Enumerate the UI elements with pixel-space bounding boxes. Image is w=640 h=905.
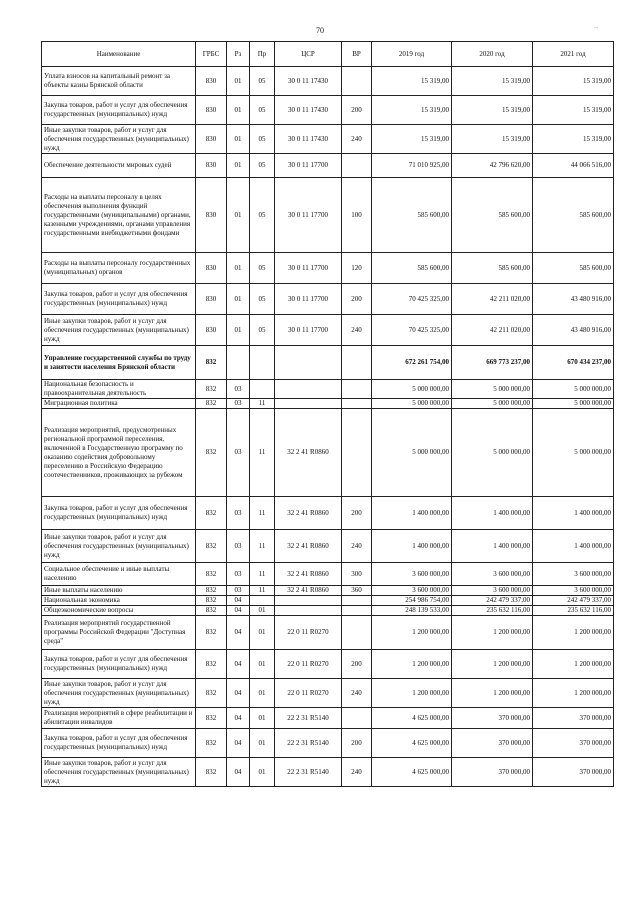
row-2019: 3 600 000,00: [372, 563, 452, 586]
row-csr: [275, 596, 342, 606]
row-vr: [342, 606, 372, 616]
row-csr: 30 0 11 17430: [275, 125, 342, 154]
row-2021: 585 600,00: [533, 178, 614, 253]
row-vr: 200: [342, 284, 372, 315]
row-grbs: 832: [196, 563, 227, 586]
row-2021: 15 319,00: [533, 125, 614, 154]
row-pr: 01: [250, 650, 275, 679]
row-rz: 03: [227, 530, 250, 563]
header-grbs: ГРБС: [196, 42, 227, 67]
row-2020: 235 632 116,00: [452, 606, 533, 616]
row-rz: 03: [227, 409, 250, 497]
row-2021: 1 200 000,00: [533, 650, 614, 679]
row-2019: 672 261 754,00: [372, 346, 452, 380]
row-2021: 1 400 000,00: [533, 497, 614, 530]
row-2019: 15 319,00: [372, 96, 452, 125]
row-vr: 200: [342, 497, 372, 530]
row-vr: 240: [342, 530, 372, 563]
row-csr: 22 0 11 R0270: [275, 679, 342, 708]
header-rz: Рз: [227, 42, 250, 67]
row-2020: 669 773 237,00: [452, 346, 533, 380]
table-row: [42, 125, 614, 154]
table-row: [42, 96, 614, 125]
row-2021: 44 066 516,00: [533, 154, 614, 178]
row-name: Уплата взносов на капитальный ремонт за объекты казны Брянской области: [42, 67, 196, 96]
row-grbs: 830: [196, 96, 227, 125]
header-2021: 2021 год: [533, 42, 614, 67]
header-name: Наименование: [42, 42, 196, 67]
table-row: [42, 650, 614, 679]
row-pr: 01: [250, 679, 275, 708]
budget-table: [41, 41, 614, 787]
row-vr: [342, 154, 372, 178]
table-row: [42, 409, 614, 497]
row-2019: 4 625 000,00: [372, 758, 452, 787]
corner-mark: ...: [594, 24, 599, 30]
row-csr: 22 2 31 R5140: [275, 729, 342, 758]
row-2020: 15 319,00: [452, 96, 533, 125]
table-row: [42, 729, 614, 758]
row-name: Закупка товаров, работ и услуг для обеспечения государственных (муниципальных) нужд: [42, 497, 196, 530]
row-csr: [275, 399, 342, 409]
row-pr: 01: [250, 616, 275, 650]
row-2020: 1 400 000,00: [452, 530, 533, 563]
row-grbs: 832: [196, 586, 227, 596]
row-2019: 71 010 925,00: [372, 154, 452, 178]
row-name: Закупка товаров, работ и услуг для обеспечения государственных (муниципальных) нужд: [42, 284, 196, 315]
table-row: [42, 178, 614, 253]
table-row: [42, 67, 614, 96]
row-grbs: 832: [196, 729, 227, 758]
row-grbs: 832: [196, 596, 227, 606]
row-rz: 04: [227, 616, 250, 650]
row-pr: 01: [250, 606, 275, 616]
row-2019: 70 425 325,00: [372, 284, 452, 315]
row-2020: 5 000 000,00: [452, 399, 533, 409]
row-2020: 370 000,00: [452, 729, 533, 758]
row-vr: 300: [342, 563, 372, 586]
row-2020: 585 600,00: [452, 178, 533, 253]
row-2020: 42 796 620,00: [452, 154, 533, 178]
row-name: Реализация мероприятий государственной программы Российской Федерации "Доступная среда": [42, 616, 196, 650]
row-csr: 30 0 11 17700: [275, 154, 342, 178]
row-rz: 01: [227, 67, 250, 96]
row-2021: 370 000,00: [533, 758, 614, 787]
row-pr: 05: [250, 253, 275, 284]
row-rz: 04: [227, 708, 250, 729]
row-grbs: 830: [196, 284, 227, 315]
row-grbs: 830: [196, 67, 227, 96]
row-pr: 01: [250, 708, 275, 729]
row-name: Иные закупки товаров, работ и услуг для обеспечения государственных (муниципальных) нужд: [42, 125, 196, 154]
row-rz: 03: [227, 497, 250, 530]
row-2019: 5 000 000,00: [372, 409, 452, 497]
table-row: [42, 497, 614, 530]
row-vr: [342, 67, 372, 96]
row-2021: 1 400 000,00: [533, 530, 614, 563]
row-rz: 01: [227, 96, 250, 125]
row-name: Реализация мероприятий, предусмотренных региональной программой переселения, включенной в Государственную программу по оказанию содействия добровольному переселению в Российскую Федерацию соотечественников, проживающих за рубежом: [42, 409, 196, 497]
row-rz: 04: [227, 679, 250, 708]
row-rz: 03: [227, 380, 250, 399]
table-row: [42, 284, 614, 315]
row-2020: 370 000,00: [452, 708, 533, 729]
row-2020: 1 200 000,00: [452, 650, 533, 679]
table-row: [42, 399, 614, 409]
row-name: Национальная экономика: [42, 596, 196, 606]
table-row: [42, 380, 614, 399]
row-name: Обеспечение деятельности мировых судей: [42, 154, 196, 178]
row-2021: 235 632 116,00: [533, 606, 614, 616]
table-row: [42, 530, 614, 563]
table-row: [42, 154, 614, 178]
row-pr: [250, 596, 275, 606]
row-2019: 1 200 000,00: [372, 650, 452, 679]
row-2020: 42 211 020,00: [452, 315, 533, 346]
row-csr: 22 0 11 R0270: [275, 650, 342, 679]
row-pr: 11: [250, 530, 275, 563]
row-vr: 100: [342, 178, 372, 253]
row-2021: 370 000,00: [533, 729, 614, 758]
row-csr: 30 0 11 17700: [275, 315, 342, 346]
header-2020: 2020 год: [452, 42, 533, 67]
row-csr: [275, 606, 342, 616]
row-pr: 05: [250, 315, 275, 346]
row-grbs: 830: [196, 253, 227, 284]
row-rz: 04: [227, 729, 250, 758]
row-2021: 242 479 337,00: [533, 596, 614, 606]
row-grbs: 830: [196, 315, 227, 346]
row-grbs: 832: [196, 409, 227, 497]
row-2019: 1 400 000,00: [372, 530, 452, 563]
page-number: 70: [316, 26, 324, 35]
row-name: Управление государственной службы по труду и занятости населения Брянской области: [42, 346, 196, 380]
row-2021: 3 600 000,00: [533, 586, 614, 596]
row-vr: 360: [342, 586, 372, 596]
row-2019: 248 139 533,00: [372, 606, 452, 616]
row-csr: 30 0 11 17700: [275, 284, 342, 315]
row-csr: 32 2 41 R0860: [275, 563, 342, 586]
row-vr: [342, 616, 372, 650]
row-pr: 05: [250, 154, 275, 178]
header-vr: ВР: [342, 42, 372, 67]
row-grbs: 832: [196, 650, 227, 679]
row-name: Социальное обеспечение и иные выплаты населению: [42, 563, 196, 586]
row-2020: 15 319,00: [452, 67, 533, 96]
row-vr: [342, 380, 372, 399]
row-name: Закупка товаров, работ и услуг для обеспечения государственных (муниципальных) нужд: [42, 729, 196, 758]
row-pr: 01: [250, 758, 275, 787]
row-pr: 05: [250, 67, 275, 96]
row-name: Иные закупки товаров, работ и услуг для обеспечения государственных (муниципальных) нужд: [42, 758, 196, 787]
row-name: Общеэкономические вопросы: [42, 606, 196, 616]
row-2021: 1 200 000,00: [533, 679, 614, 708]
row-csr: 22 2 31 R5140: [275, 708, 342, 729]
row-2019: 4 625 000,00: [372, 729, 452, 758]
row-2020: 585 600,00: [452, 253, 533, 284]
row-csr: [275, 380, 342, 399]
row-pr: 11: [250, 409, 275, 497]
row-rz: [227, 346, 250, 380]
row-vr: [342, 708, 372, 729]
row-grbs: 832: [196, 399, 227, 409]
row-pr: 11: [250, 563, 275, 586]
row-name: Закупка товаров, работ и услуг для обеспечения государственных (муниципальных) нужд: [42, 96, 196, 125]
row-pr: 05: [250, 125, 275, 154]
row-grbs: 830: [196, 178, 227, 253]
row-name: Иные закупки товаров, работ и услуг для обеспечения государственных (муниципальных) нужд: [42, 315, 196, 346]
row-pr: [250, 346, 275, 380]
row-rz: 03: [227, 563, 250, 586]
row-rz: 04: [227, 758, 250, 787]
row-pr: 01: [250, 729, 275, 758]
row-grbs: 832: [196, 346, 227, 380]
row-vr: 240: [342, 315, 372, 346]
row-2019: 15 319,00: [372, 125, 452, 154]
row-csr: 22 0 11 R0270: [275, 616, 342, 650]
row-2019: 1 200 000,00: [372, 616, 452, 650]
row-rz: 01: [227, 284, 250, 315]
row-pr: 11: [250, 497, 275, 530]
table-body: [42, 67, 614, 787]
row-rz: 01: [227, 253, 250, 284]
row-2019: 3 600 000,00: [372, 586, 452, 596]
row-csr: 32 2 41 R0860: [275, 530, 342, 563]
row-vr: [342, 346, 372, 380]
table-row: [42, 586, 614, 596]
row-2019: 585 600,00: [372, 253, 452, 284]
row-grbs: 832: [196, 708, 227, 729]
row-2021: 15 319,00: [533, 67, 614, 96]
row-pr: [250, 380, 275, 399]
row-2021: 5 000 000,00: [533, 399, 614, 409]
row-2021: 5 000 000,00: [533, 409, 614, 497]
row-rz: 04: [227, 596, 250, 606]
row-2019: 585 600,00: [372, 178, 452, 253]
table-row: [42, 315, 614, 346]
row-name: Иные закупки товаров, работ и услуг для обеспечения государственных (муниципальных) нужд: [42, 679, 196, 708]
row-vr: [342, 399, 372, 409]
row-vr: [342, 596, 372, 606]
row-2020: 1 200 000,00: [452, 679, 533, 708]
table-row: [42, 616, 614, 650]
header-csr: ЦСР: [275, 42, 342, 67]
row-grbs: 832: [196, 606, 227, 616]
row-csr: 30 0 11 17430: [275, 96, 342, 125]
row-grbs: 830: [196, 125, 227, 154]
row-2019: 4 625 000,00: [372, 708, 452, 729]
row-2021: 43 480 916,00: [533, 284, 614, 315]
header-2019: 2019 год: [372, 42, 452, 67]
row-vr: 200: [342, 729, 372, 758]
row-2020: 1 200 000,00: [452, 616, 533, 650]
row-2021: 370 000,00: [533, 708, 614, 729]
row-name: Закупка товаров, работ и услуг для обеспечения государственных (муниципальных) нужд: [42, 650, 196, 679]
row-2019: 254 986 754,00: [372, 596, 452, 606]
row-vr: 200: [342, 650, 372, 679]
row-2021: 5 000 000,00: [533, 380, 614, 399]
table-row: [42, 708, 614, 729]
row-2019: 1 200 000,00: [372, 679, 452, 708]
row-csr: 22 2 31 R5140: [275, 758, 342, 787]
row-vr: 200: [342, 96, 372, 125]
row-2020: 370 000,00: [452, 758, 533, 787]
row-rz: 01: [227, 315, 250, 346]
row-pr: 05: [250, 284, 275, 315]
row-2019: 5 000 000,00: [372, 380, 452, 399]
row-2020: 3 600 000,00: [452, 586, 533, 596]
row-vr: [342, 409, 372, 497]
row-2021: 43 480 916,00: [533, 315, 614, 346]
header-pr: Пр: [250, 42, 275, 67]
row-pr: 05: [250, 178, 275, 253]
row-name: Миграционная политика: [42, 399, 196, 409]
table-row: [42, 606, 614, 616]
table-row: [42, 679, 614, 708]
row-2019: 70 425 325,00: [372, 315, 452, 346]
row-2020: 3 600 000,00: [452, 563, 533, 586]
row-csr: 32 2 41 R0860: [275, 586, 342, 596]
row-name: Реализация мероприятий в сфере реабилитации и абилитации инвалидов: [42, 708, 196, 729]
row-grbs: 832: [196, 530, 227, 563]
row-rz: 01: [227, 178, 250, 253]
table-header-row: [42, 42, 614, 67]
row-rz: 01: [227, 154, 250, 178]
row-grbs: 832: [196, 679, 227, 708]
row-name: Национальная безопасность и правоохранительная деятельность: [42, 380, 196, 399]
row-2021: 670 434 237,00: [533, 346, 614, 380]
row-vr: 240: [342, 758, 372, 787]
row-2020: 5 000 000,00: [452, 380, 533, 399]
row-rz: 04: [227, 606, 250, 616]
row-2021: 3 600 000,00: [533, 563, 614, 586]
row-pr: 11: [250, 586, 275, 596]
row-grbs: 830: [196, 154, 227, 178]
row-rz: 01: [227, 125, 250, 154]
row-2020: 15 319,00: [452, 125, 533, 154]
row-grbs: 832: [196, 758, 227, 787]
row-2019: 15 319,00: [372, 67, 452, 96]
row-grbs: 832: [196, 497, 227, 530]
row-grbs: 832: [196, 380, 227, 399]
row-name: Расходы на выплаты персоналу в целях обеспечения выполнения функций государственными (муниципальными) органами, казенными учреждениями, органами управления государственными внебюджетными фондами: [42, 178, 196, 253]
row-2021: 1 200 000,00: [533, 616, 614, 650]
row-grbs: 832: [196, 616, 227, 650]
row-pr: 05: [250, 96, 275, 125]
row-name: Иные закупки товаров, работ и услуг для обеспечения государственных (муниципальных) нужд: [42, 530, 196, 563]
row-2021: 15 319,00: [533, 96, 614, 125]
table-row: [42, 253, 614, 284]
row-2021: 585 600,00: [533, 253, 614, 284]
row-2020: 5 000 000,00: [452, 409, 533, 497]
row-name: Расходы на выплаты персоналу государственных (муниципальных) органов: [42, 253, 196, 284]
row-rz: 03: [227, 399, 250, 409]
row-name: Иные выплаты населению: [42, 586, 196, 596]
row-vr: 120: [342, 253, 372, 284]
row-csr: 30 0 11 17700: [275, 253, 342, 284]
table-row: [42, 758, 614, 787]
row-vr: 240: [342, 125, 372, 154]
row-csr: 30 0 11 17430: [275, 67, 342, 96]
row-2019: 5 000 000,00: [372, 399, 452, 409]
row-2020: 1 400 000,00: [452, 497, 533, 530]
row-2019: 1 400 000,00: [372, 497, 452, 530]
row-vr: 240: [342, 679, 372, 708]
row-2020: 242 479 337,00: [452, 596, 533, 606]
row-csr: 32 2 41 R0860: [275, 409, 342, 497]
row-csr: 32 2 41 R0860: [275, 497, 342, 530]
row-csr: [275, 346, 342, 380]
table-row: [42, 563, 614, 586]
row-csr: 30 0 11 17700: [275, 178, 342, 253]
row-rz: 03: [227, 586, 250, 596]
table-row: [42, 346, 614, 380]
row-rz: 04: [227, 650, 250, 679]
table-row: [42, 596, 614, 606]
row-2020: 42 211 020,00: [452, 284, 533, 315]
row-pr: 11: [250, 399, 275, 409]
